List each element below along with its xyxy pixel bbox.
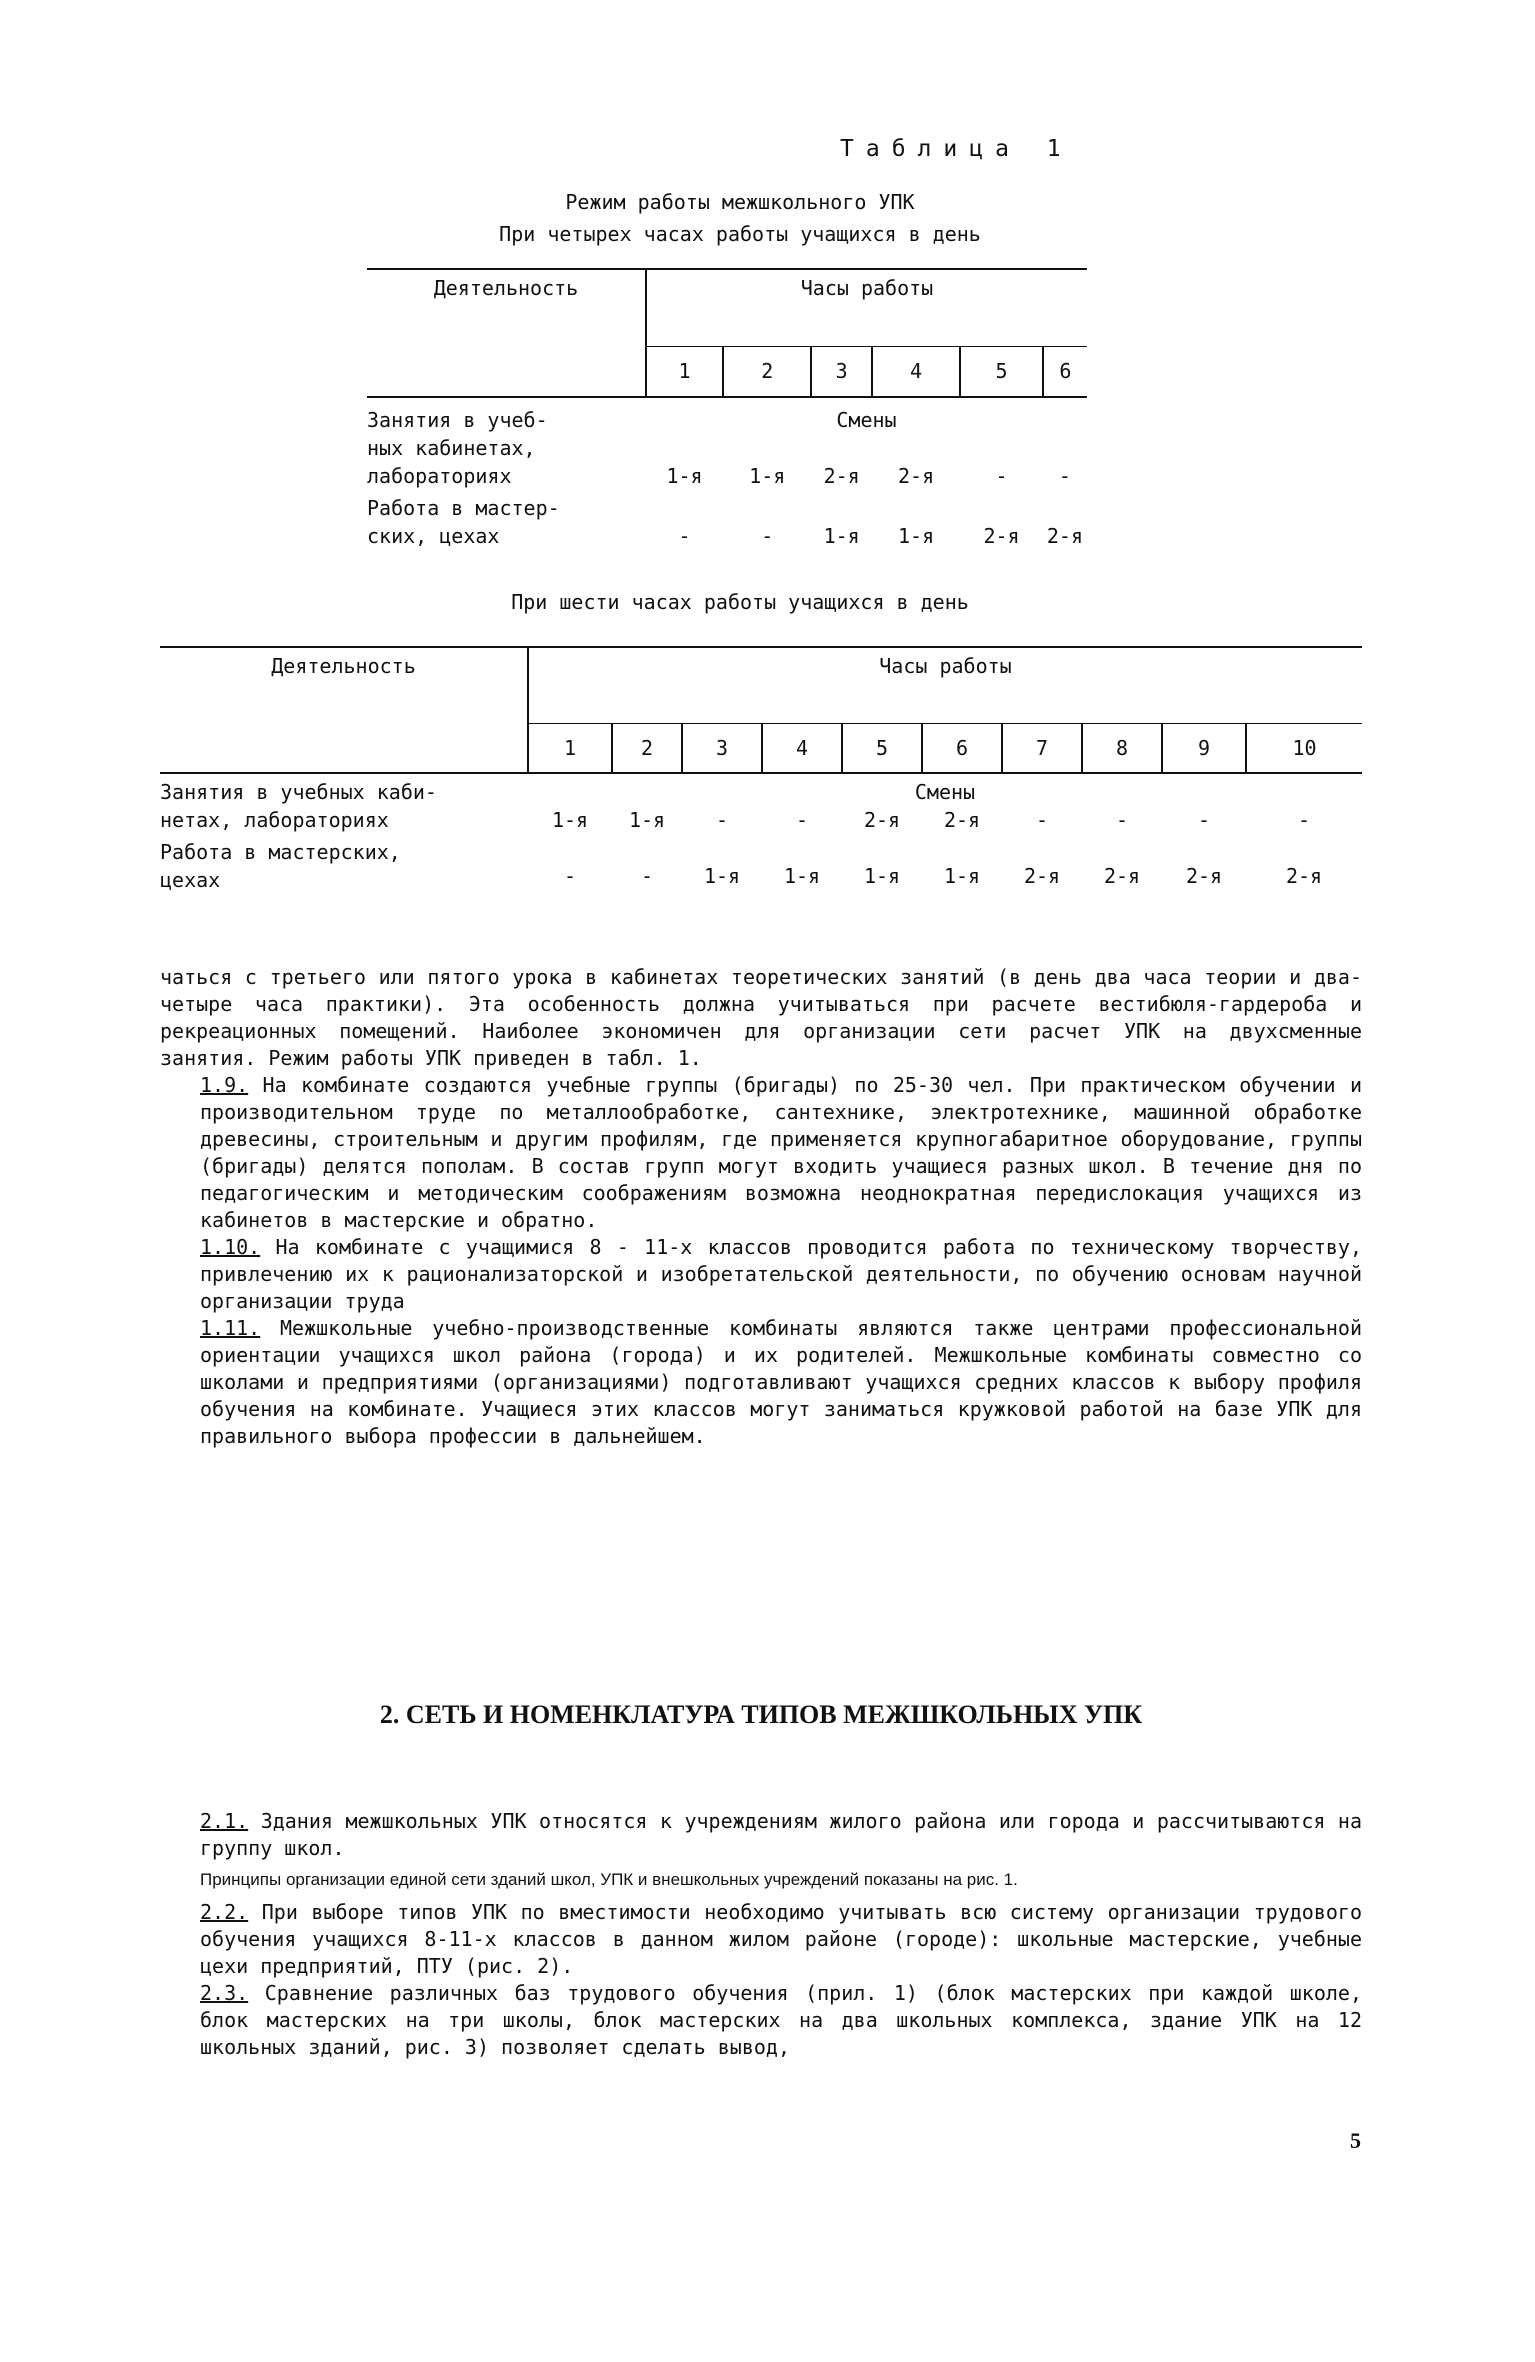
t2-hour-1: 1 (528, 723, 612, 773)
t2-r1-c1: 1-я (551, 808, 589, 832)
t2-r2-c4: 1-я (783, 864, 821, 888)
para-2-1 (160, 1808, 1362, 1862)
figure-note: Принципы организации единой сети зданий школ, УПК и внешкольных учреждений показаны на рис. 1. (200, 1870, 1018, 1889)
t2-r2-c10: 2-я (1285, 864, 1323, 888)
para-1-9-number: 1.9. (200, 1073, 249, 1097)
para-1-11-text: Межшкольные учебно-производственные комбинаты являются также центрами профессиональной ориентации учащихся школ района (города) и их родителей. Межшкольные комбинаты совместно со школами и предприятиями (организациями) подготавливают учащихся средних классов к выбору профиля обучения на комбинате. Учащиеся этих классов могут заниматься кружковой работой на базе УПК для правильного выбора профессии в дальнейшем. (200, 1316, 1363, 1448)
para-1-10-text: На комбинате с учащимися 8 - 11-х классов проводится работа по техническому творчеству, привлечению их к рационализаторской и изобретательской деятельности, по обучению основам научной организации труда (200, 1235, 1362, 1313)
t2-hour-10: 10 (1246, 723, 1362, 773)
para-2-1-number: 2.1. (200, 1809, 249, 1833)
para-1-11 (160, 1315, 1362, 1450)
t1-hour-3: 3 (811, 346, 872, 397)
para-1-11-number: 1.11. (200, 1316, 261, 1340)
t1-r1-c4: 2-я (898, 464, 935, 488)
t2-activity-header: Деятельность (160, 647, 528, 773)
t2-r1-c10: - (1297, 808, 1311, 832)
table-caption-title: Режим работы межшкольного УПК (565, 190, 915, 214)
t1-r2-c1: - (678, 524, 691, 548)
t2-r2-c1: - (563, 864, 577, 888)
t2-r2-c5: 1-я (863, 864, 901, 888)
table-label: Таблица 1 (840, 136, 1073, 162)
t1-shifts-label: Смены (836, 408, 897, 432)
section-1-text (160, 964, 1362, 1450)
para-2-2-number: 2.2. (200, 1900, 249, 1924)
t2-r1-c2: 1-я (628, 808, 666, 832)
t1-hour-5: 5 (960, 346, 1043, 397)
t2-r2-c9: 2-я (1185, 864, 1223, 888)
t2-r1-c5: 2-я (863, 808, 901, 832)
t2-hour-7: 7 (1002, 723, 1082, 773)
para-1-10 (160, 1234, 1362, 1315)
t1-row2-label: Работа в мастер- ских, цехах (367, 496, 560, 548)
t2-hour-5: 5 (842, 723, 922, 773)
t2-shifts-label: Смены (914, 780, 976, 804)
t1-r2-c6: 2-я (1046, 524, 1083, 548)
para-intro: чаться с третьего или пятого урока в кабинетах теоретических занятий (в день два часа теории и два-четыре часа практики). Эта особенность должна учитываться при расчете вестибюля-гардероба и рекреационных помещений. Наиболее экономичен для организации сети расчет УПК на двухсменные занятия. Режим работы УПК приведен в табл. 1. (160, 965, 1362, 1070)
t2-hours-header: Часы работы (528, 647, 1362, 723)
t1-r2-c4: 1-я (898, 524, 935, 548)
t2-r2-c3: 1-я (703, 864, 741, 888)
t1-r1-c6: - (1058, 464, 1071, 488)
t2-r1-c4: - (795, 808, 809, 832)
t1-r2-c2: - (761, 524, 774, 548)
t2-r1-c6: 2-я (943, 808, 981, 832)
t2-hour-4: 4 (762, 723, 842, 773)
t2-hour-9: 9 (1162, 723, 1246, 773)
t1-hours-header: Часы работы (646, 269, 1087, 346)
t1-row1-label: Занятия в учеб- ных кабинетах, лабораториях (367, 408, 548, 488)
t1-r1-c1: 1-я (666, 464, 703, 488)
t2-hour-8: 8 (1082, 723, 1162, 773)
t1-r1-c5: - (995, 464, 1008, 488)
para-2-2 (160, 1899, 1362, 1980)
t2-hour-3: 3 (682, 723, 762, 773)
t1-hour-4: 4 (872, 346, 960, 397)
t1-r1-c3: 2-я (823, 464, 860, 488)
para-2-3-text: Сравнение различных баз трудового обучения (прил. 1) (блок мастерских при каждой школе, блок мастерских на три школы, блок мастерских на два школьных комплекса, здание УПК на 12 школьных зданий, рис. 3) позволяет сделать вывод, (200, 1981, 1362, 2059)
t1-r2-c3: 1-я (823, 524, 860, 548)
t1-hour-2: 2 (723, 346, 811, 397)
t2-r1-c9: - (1197, 808, 1211, 832)
section-2-title: 2. СЕТЬ И НОМЕНКЛАТУРА ТИПОВ МЕЖШКОЛЬНЫХ УПК (379, 1700, 1143, 1729)
para-2-2-text: При выборе типов УПК по вместимости необходимо учитывать всю систему организации трудового обучения учащихся 8-11-х классов в данном жилом районе (городе): школьные мастерские, учебные цехи предприятий, ПТУ (рис. 2). (200, 1900, 1362, 1978)
para-1-10-number: 1.10. (200, 1235, 261, 1259)
t1-r2-c5: 2-я (983, 524, 1020, 548)
t2-row1-label: Занятия в учебных каби- нетах, лабораториях (160, 780, 437, 832)
t2-r1-c3: - (715, 808, 729, 832)
t1-activity-header: Деятельность (367, 269, 646, 397)
section-2-text (160, 1808, 1362, 2061)
t2-r2-c6: 1-я (943, 864, 981, 888)
para-2-3-number: 2.3. (200, 1981, 249, 2005)
table-caption-six-hours: При шести часах работы учащихся в день (511, 590, 969, 614)
t2-row2-label: Работа в мастерских, цехах (160, 840, 401, 892)
schedule-table-four-hours (367, 268, 1087, 550)
t1-hour-1: 1 (646, 346, 723, 397)
para-2-3 (160, 1980, 1362, 2061)
t2-hour-2: 2 (612, 723, 682, 773)
t1-r1-c2: 1-я (749, 464, 786, 488)
page-number: 5 (1350, 2128, 1361, 2153)
t2-r2-c7: 2-я (1023, 864, 1061, 888)
table-caption-four-hours: При четырех часах работы учащихся в день (499, 222, 981, 246)
para-2-1-text: Здания межшкольных УПК относятся к учреждениям жилого района или города и рассчитываются на группу школ. (200, 1809, 1363, 1860)
t1-hour-6: 6 (1043, 346, 1087, 397)
t2-r2-c8: 2-я (1103, 864, 1141, 888)
t2-r2-c2: - (640, 864, 654, 888)
t2-r1-c8: - (1115, 808, 1129, 832)
t2-hour-6: 6 (922, 723, 1002, 773)
para-1-9-text: На комбинате создаются учебные группы (бригады) по 25-30 чел. При практическом обучении и производительном труде по металлообработке, сантехнике, электротехнике, машинной обработке древесины, строительным и другим профилям, где применяется крупногабаритное оборудование, группы (бригады) делятся пополам. В состав групп могут входить учащиеся разных школ. В течение дня по педагогическим и методическим соображениям возможна неоднократная передислокация учащихся из кабинетов в мастерские и обратно. (200, 1073, 1362, 1232)
t2-r1-c7: - (1035, 808, 1049, 832)
para-1-9 (160, 1072, 1362, 1234)
schedule-table-six-hours (160, 646, 1362, 894)
